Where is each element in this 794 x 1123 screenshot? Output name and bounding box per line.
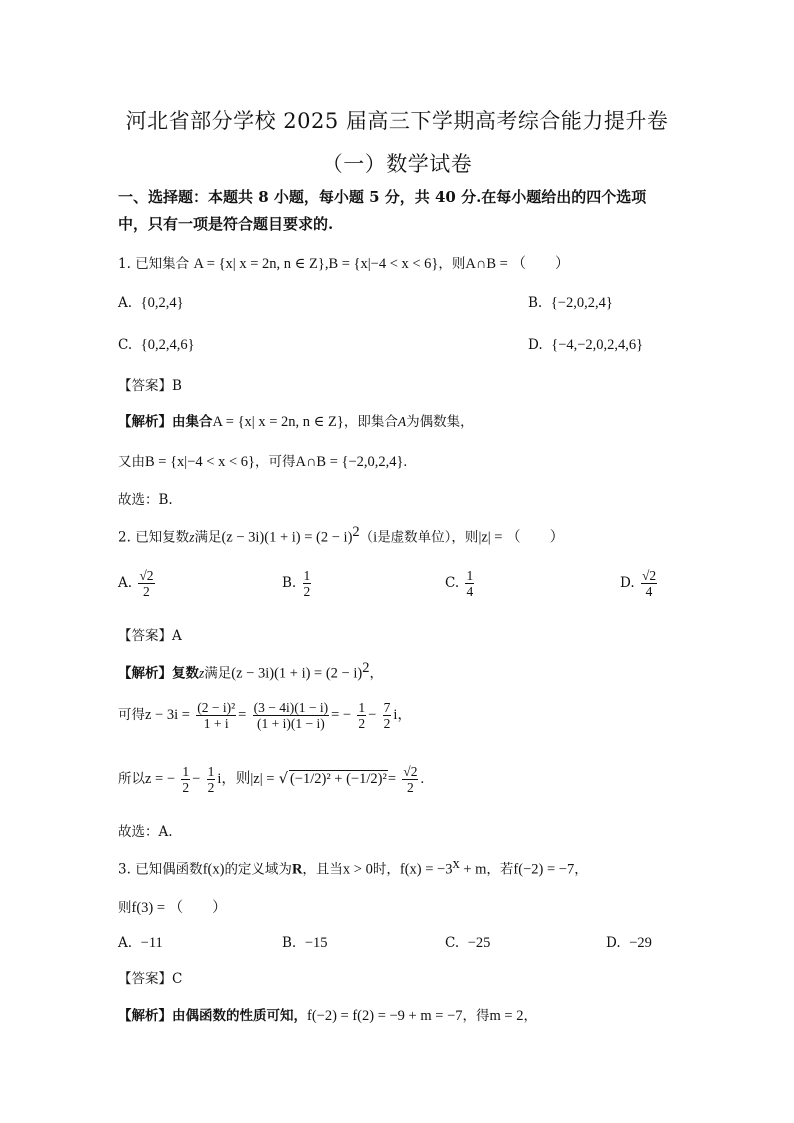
- option-a: A. {0,2,4}: [118, 295, 184, 311]
- question-number: 2.: [118, 529, 131, 546]
- question-number: 3.: [118, 861, 131, 878]
- question-number: 1.: [118, 256, 131, 272]
- option-b: B. {−2,0,2,4}: [528, 295, 613, 311]
- set-a: A = {x| x = 2n, n ∈ Z}: [193, 256, 325, 272]
- analysis-2-line4: 故选：A.: [118, 824, 173, 840]
- analysis-2-line1: 【解析】复数z满足$(z - 3i)(1 + i) = (2 - i)^2$，: [118, 660, 383, 682]
- question-expr: A∩B = （ ）: [465, 256, 570, 272]
- question-2: 2. 已知复数z满足$(z - 3i)(1 + i) = (2 - i)^2(i$是虚数单位），则|z| = （ ）: [118, 524, 565, 546]
- option-a: A. −11: [118, 935, 163, 951]
- analysis-1-line2: 又由B = {x|−4 < x < 6}，可得A∩B = {−2,0,2,4}.: [118, 454, 408, 470]
- option-a: A. $\frac{√2}{2}$: [118, 568, 154, 599]
- option-b: B. −15: [282, 935, 328, 951]
- question-3-cont: 则f(3) = （ ）: [118, 900, 227, 916]
- option-d: D. −29: [606, 935, 652, 951]
- answer-3: 【答案】C: [118, 971, 183, 987]
- analysis-2-line2: 可得z − 3i = $\frac{\text{(2 − i)²}}{1 + i}$ = $\frac{(3 - 4i)(1 - i)}{(1 + i)(1 - i)}$ = − $\frac{1}{2}$ − $\frac{7}{2}$ i，: [118, 700, 412, 731]
- option-c: C. {0,2,4,6}: [118, 337, 195, 353]
- set-b: ,B = {x|−4 < x < 6}: [324, 256, 439, 272]
- option-b: B. $\frac{1}{2}$: [282, 568, 311, 599]
- page-title: 河北省部分学校 2025 届高三下学期高考综合能力提升卷: [125, 109, 669, 133]
- answer-2: 【答案】A: [118, 628, 182, 644]
- option-d: D. {−4,−2,0,2,4,6}: [528, 337, 644, 353]
- analysis-1-line3: 故选：B.: [118, 492, 173, 508]
- question-1: 1. 已知集合 A = {x| x = 2n, n ∈ Z},B = {x|−4 < x < 6}，则A∩B = （ ）: [118, 256, 570, 272]
- page-subtitle: （一）数学试卷: [321, 152, 473, 176]
- answer-1: 【答案】B: [118, 378, 182, 394]
- analysis-3-line1: 【解析】由偶函数的性质可知，f(−2) = f(2) = −9 + m = −7，得m = 2，: [118, 1008, 537, 1024]
- question-3: 3. 已知偶函数f(x)的定义域为R，且当x > 0时，$f(x) = -3^x + m$，若f(−2) = −7，: [118, 856, 588, 878]
- analysis-1-line1: 【解析】由集合A = {x| x = 2n, n ∈ Z}，即集合A为偶数集，: [118, 414, 474, 430]
- analysis-2-line3: 所以z = − $\frac{1}{2}$ − $\frac{1}{2}$ i，则|z| = √ (−1/2)² + (−1/2)²= $\frac{√2}{2}$ .: [118, 764, 425, 795]
- section-heading: 一、选择题：本题共 8 小题，每小题 5 分，共 40 分.在每小题给出的四个选项: [118, 188, 647, 206]
- option-c: C. −25: [445, 935, 491, 951]
- option-c: C. $\frac{1}{4}$: [445, 568, 474, 599]
- option-d: D. $\frac{√2}{4}$: [620, 568, 657, 599]
- section-heading-cont: 中，只有一项是符合题目要求的.: [118, 215, 334, 233]
